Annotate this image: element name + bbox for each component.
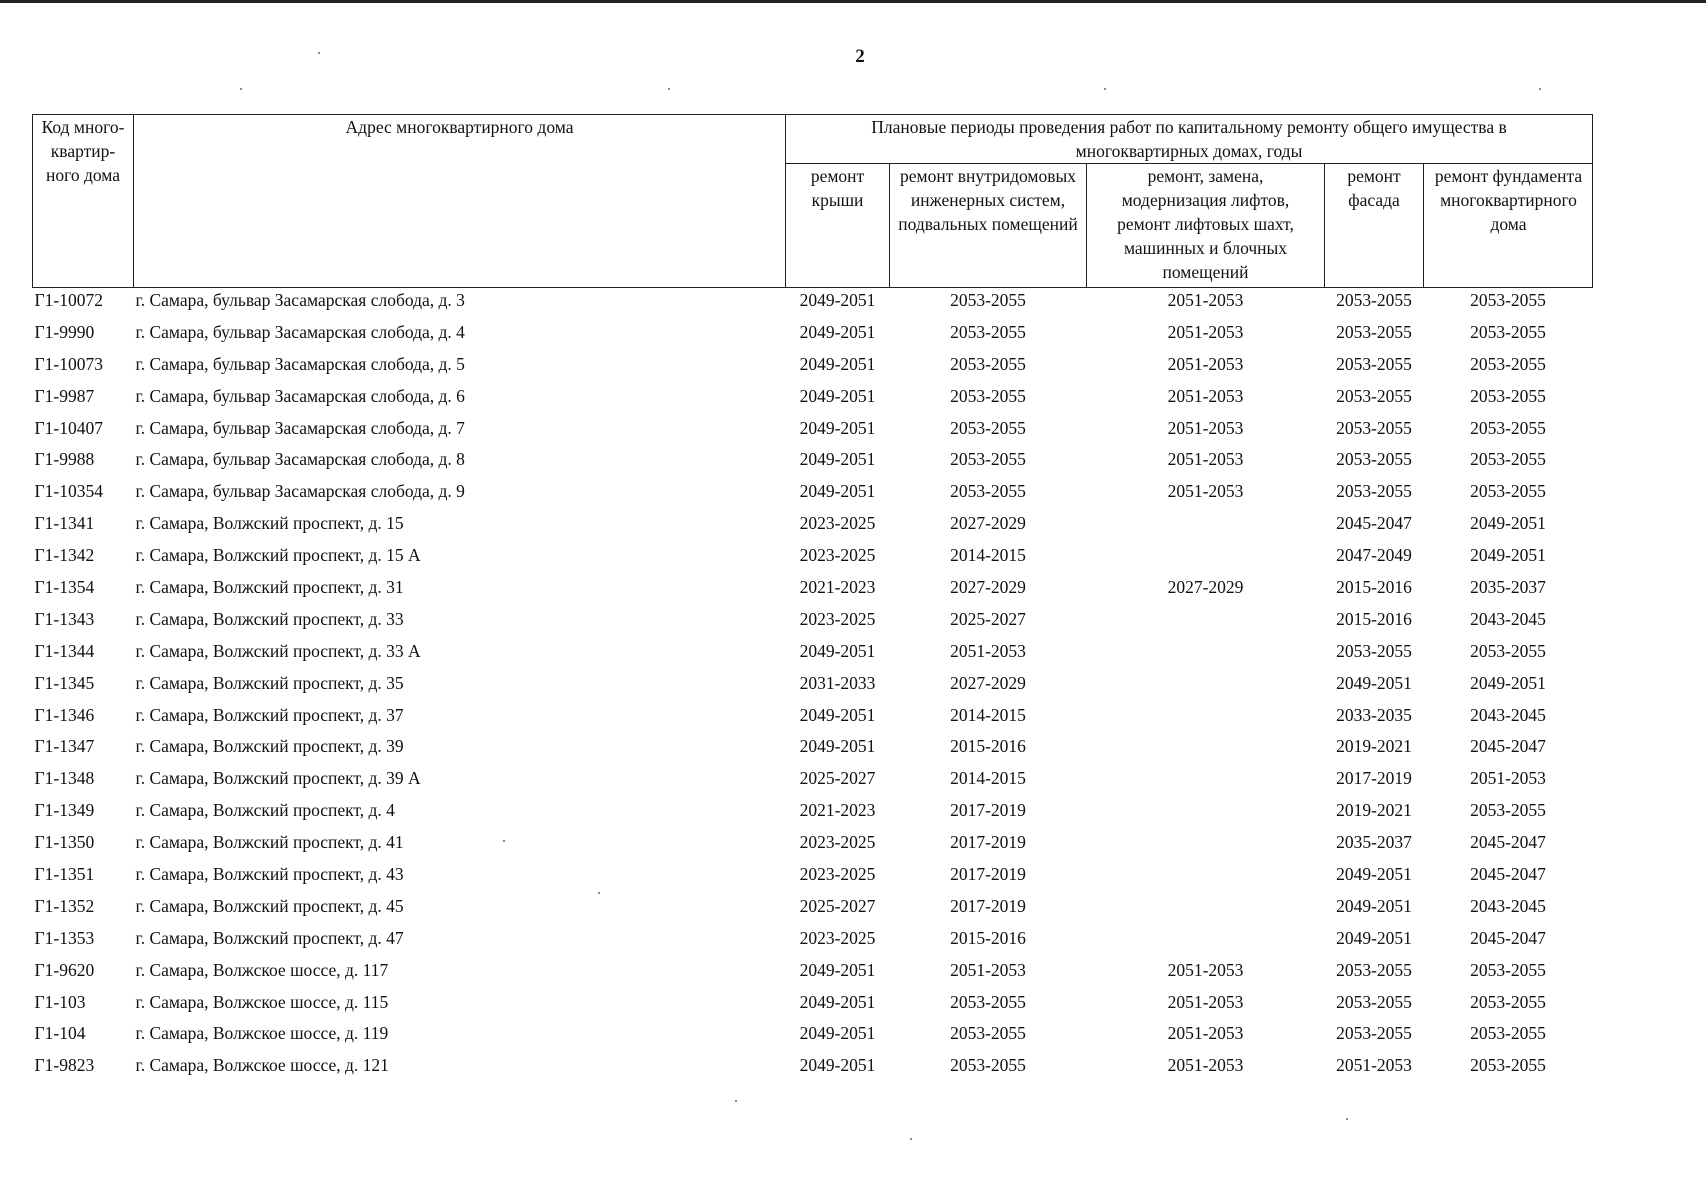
row-facade: 2053-2055 (1336, 353, 1412, 374)
row-code: Г1-104 (34, 1023, 86, 1044)
row-address: г. Самара, Волжский проспект, д. 15 А (135, 545, 421, 566)
row-code: Г1-1343 (34, 608, 95, 629)
row-code: Г1-1352 (34, 895, 95, 916)
row-lifts (1087, 798, 1325, 830)
table-row (33, 830, 1593, 862)
scan-speck (318, 52, 320, 54)
row-roof: 2023-2025 (799, 608, 876, 629)
row-roof: 2049-2051 (799, 736, 876, 757)
table-row (33, 703, 1593, 735)
row-facade: 2047-2049 (1336, 545, 1412, 566)
row-lifts: 2051-2053 (1167, 1023, 1244, 1044)
row-engineering: 2027-2029 (950, 577, 1026, 598)
row-code: Г1-10073 (34, 353, 103, 374)
row-facade: 2049-2051 (1336, 864, 1412, 885)
table-header (33, 115, 1593, 288)
row-foundation: 2053-2055 (1470, 640, 1546, 661)
row-lifts (1087, 703, 1325, 735)
row-code: Г1-9990 (34, 321, 95, 342)
row-lifts: 2051-2053 (1167, 290, 1244, 310)
row-roof: 2023-2025 (799, 513, 876, 534)
table-row (33, 990, 1593, 1022)
row-lifts: 2051-2053 (1167, 481, 1244, 502)
row-foundation: 2045-2047 (1470, 832, 1546, 853)
row-roof: 2049-2051 (799, 385, 876, 406)
row-lifts (1087, 671, 1325, 703)
row-engineering: 2015-2016 (950, 736, 1026, 757)
row-foundation: 2043-2045 (1470, 895, 1546, 916)
row-facade: 2049-2051 (1336, 927, 1412, 948)
row-roof: 2049-2051 (799, 417, 876, 438)
table-row (33, 766, 1593, 798)
table-row (33, 575, 1593, 607)
row-foundation: 2053-2055 (1470, 481, 1546, 502)
header-engineering: ремонт внутридомовых инженерных систем, подвальных помещений (890, 164, 1087, 288)
header-planned-periods: Плановые периоды проведения работ по капитальному ремонту общего имущества в многоквартирных домах, годы (786, 115, 1593, 164)
row-address: г. Самара, Волжский проспект, д. 15 (135, 513, 404, 534)
row-lifts: 2051-2053 (1167, 321, 1244, 342)
scan-speck (1346, 1118, 1348, 1120)
row-facade: 2017-2019 (1336, 768, 1412, 789)
row-roof: 2023-2025 (799, 832, 876, 853)
row-address: г. Самара, бульвар Засамарская слобода, д. 9 (135, 481, 465, 502)
row-lifts: 2051-2053 (1167, 959, 1244, 980)
row-engineering: 2017-2019 (950, 895, 1026, 916)
row-roof: 2049-2051 (799, 991, 876, 1012)
row-lifts: 2051-2053 (1167, 385, 1244, 406)
row-code: Г1-1344 (34, 640, 95, 661)
row-address: г. Самара, Волжское шоссе, д. 121 (135, 1055, 389, 1076)
table-row (33, 1053, 1593, 1085)
row-code: Г1-1346 (34, 704, 95, 725)
row-facade: 2019-2021 (1336, 736, 1412, 757)
table-row (33, 958, 1593, 990)
row-engineering: 2053-2055 (950, 1055, 1026, 1076)
row-address: г. Самара, Волжский проспект, д. 33 А (135, 640, 421, 661)
row-roof: 2049-2051 (799, 1055, 876, 1076)
table-row (33, 543, 1593, 575)
row-foundation: 2049-2051 (1470, 545, 1546, 566)
row-lifts: 2051-2053 (1167, 991, 1244, 1012)
row-foundation: 2053-2055 (1470, 321, 1546, 342)
header-roof: ремонт крыши (786, 164, 890, 288)
row-engineering: 2014-2015 (950, 704, 1026, 725)
row-code: Г1-10354 (34, 481, 103, 502)
row-lifts (1087, 766, 1325, 798)
row-roof: 2049-2051 (799, 1023, 876, 1044)
row-address: г. Самара, Волжский проспект, д. 37 (135, 704, 404, 725)
row-engineering: 2053-2055 (950, 385, 1026, 406)
row-address: г. Самара, бульвар Засамарская слобода, д. 4 (135, 321, 465, 342)
row-roof: 2049-2051 (799, 321, 876, 342)
row-lifts: 2051-2053 (1167, 353, 1244, 374)
row-code: Г1-1353 (34, 927, 95, 948)
row-engineering: 2014-2015 (950, 768, 1026, 789)
row-engineering: 2053-2055 (950, 481, 1026, 502)
row-roof: 2021-2023 (799, 800, 876, 821)
row-code: Г1-9620 (34, 959, 95, 980)
row-facade: 2049-2051 (1336, 672, 1412, 693)
row-roof: 2023-2025 (799, 864, 876, 885)
table-row (33, 447, 1593, 479)
row-engineering: 2053-2055 (950, 290, 1026, 310)
row-address: г. Самара, Волжское шоссе, д. 119 (135, 1023, 389, 1044)
row-foundation: 2053-2055 (1470, 1023, 1546, 1044)
row-foundation: 2053-2055 (1470, 959, 1546, 980)
row-foundation: 2053-2055 (1470, 449, 1546, 470)
row-lifts (1087, 862, 1325, 894)
row-engineering: 2053-2055 (950, 417, 1026, 438)
row-code: Г1-9987 (34, 385, 95, 406)
row-roof: 2049-2051 (799, 704, 876, 725)
row-address: г. Самара, бульвар Засамарская слобода, д. 7 (135, 417, 465, 438)
row-code: Г1-1341 (34, 513, 95, 534)
row-foundation: 2049-2051 (1470, 672, 1546, 693)
row-address: г. Самара, Волжский проспект, д. 41 (135, 832, 404, 853)
row-address: г. Самара, бульвар Засамарская слобода, д. 6 (135, 385, 465, 406)
row-facade: 2053-2055 (1336, 481, 1412, 502)
row-roof: 2049-2051 (799, 481, 876, 502)
row-roof: 2023-2025 (799, 545, 876, 566)
row-address: г. Самара, бульвар Засамарская слобода, д. 5 (135, 353, 465, 374)
row-roof: 2025-2027 (799, 895, 876, 916)
scan-speck (1104, 88, 1106, 90)
row-address: г. Самара, бульвар Засамарская слобода, д. 3 (135, 290, 465, 310)
table-row (33, 926, 1593, 958)
table-row (33, 479, 1593, 511)
row-facade: 2053-2055 (1336, 417, 1412, 438)
row-facade: 2053-2055 (1336, 640, 1412, 661)
row-lifts (1087, 511, 1325, 543)
row-code: Г1-1342 (34, 545, 95, 566)
row-address: г. Самара, Волжское шоссе, д. 115 (135, 991, 389, 1012)
row-engineering: 2027-2029 (950, 513, 1026, 534)
row-foundation: 2053-2055 (1470, 417, 1546, 438)
row-facade: 2053-2055 (1336, 991, 1412, 1012)
row-lifts (1087, 926, 1325, 958)
row-engineering: 2053-2055 (950, 991, 1026, 1012)
row-foundation: 2045-2047 (1470, 927, 1546, 948)
scan-speck (910, 1138, 912, 1140)
table-row (33, 352, 1593, 384)
row-facade: 2053-2055 (1336, 959, 1412, 980)
table-row (33, 607, 1593, 639)
row-engineering: 2017-2019 (950, 832, 1026, 853)
repair-schedule-table (32, 114, 1593, 1085)
row-foundation: 2051-2053 (1470, 768, 1546, 789)
row-roof: 2049-2051 (799, 449, 876, 470)
table-row (33, 416, 1593, 448)
scan-speck (735, 1100, 737, 1102)
row-facade: 2015-2016 (1336, 577, 1412, 598)
row-code: Г1-9823 (34, 1055, 95, 1076)
header-facade: ремонт фасада (1325, 164, 1424, 288)
table-row (33, 734, 1593, 766)
scan-speck (598, 892, 600, 894)
row-facade: 2045-2047 (1336, 513, 1412, 534)
row-roof: 2031-2033 (799, 672, 876, 693)
row-address: г. Самара, Волжский проспект, д. 31 (135, 577, 404, 598)
header-address: Адрес многоквартирного дома (134, 115, 786, 288)
table-row (33, 862, 1593, 894)
row-engineering: 2051-2053 (950, 959, 1026, 980)
table-row (33, 798, 1593, 830)
table-row (33, 1021, 1593, 1053)
row-facade: 2053-2055 (1336, 449, 1412, 470)
row-foundation: 2045-2047 (1470, 864, 1546, 885)
row-engineering: 2027-2029 (950, 672, 1026, 693)
row-code: Г1-1350 (34, 832, 95, 853)
row-address: г. Самара, Волжский проспект, д. 33 (135, 608, 404, 629)
row-address: г. Самара, Волжский проспект, д. 4 (135, 800, 395, 821)
row-address: г. Самара, Волжский проспект, д. 43 (135, 864, 404, 885)
scan-speck (503, 840, 505, 842)
table-row (33, 894, 1593, 926)
row-engineering: 2015-2016 (950, 927, 1026, 948)
scan-speck (240, 88, 242, 90)
row-lifts: 2051-2053 (1167, 417, 1244, 438)
table-row (33, 320, 1593, 352)
row-lifts (1087, 830, 1325, 862)
row-foundation: 2049-2051 (1470, 513, 1546, 534)
row-roof: 2023-2025 (799, 927, 876, 948)
row-roof: 2049-2051 (799, 353, 876, 374)
row-engineering: 2053-2055 (950, 321, 1026, 342)
row-foundation: 2053-2055 (1470, 991, 1546, 1012)
row-foundation: 2043-2045 (1470, 608, 1546, 629)
page-number: 2 (855, 46, 865, 67)
row-lifts (1087, 894, 1325, 926)
row-roof: 2049-2051 (799, 959, 876, 980)
row-address: г. Самара, бульвар Засамарская слобода, д. 8 (135, 449, 465, 470)
row-code: Г1-1354 (34, 577, 95, 598)
table-row (33, 288, 1593, 320)
row-engineering: 2017-2019 (950, 864, 1026, 885)
row-roof: 2021-2023 (799, 577, 876, 598)
row-engineering: 2051-2053 (950, 640, 1026, 661)
row-foundation: 2045-2047 (1470, 736, 1546, 757)
row-roof: 2049-2051 (799, 290, 876, 310)
row-foundation: 2053-2055 (1470, 385, 1546, 406)
row-foundation: 2053-2055 (1470, 353, 1546, 374)
row-facade: 2033-2035 (1336, 704, 1412, 725)
table-row (33, 384, 1593, 416)
row-engineering: 2053-2055 (950, 353, 1026, 374)
table-row (33, 511, 1593, 543)
row-address: г. Самара, Волжский проспект, д. 39 (135, 736, 404, 757)
header-foundation: ремонт фундамента многоквартирного дома (1424, 164, 1593, 288)
row-address: г. Самара, Волжское шоссе, д. 117 (135, 959, 389, 980)
row-lifts (1087, 543, 1325, 575)
row-lifts (1087, 639, 1325, 671)
table-row (33, 639, 1593, 671)
table-row (33, 671, 1593, 703)
row-engineering: 2053-2055 (950, 449, 1026, 470)
row-facade: 2019-2021 (1336, 800, 1412, 821)
row-facade: 2049-2051 (1336, 895, 1412, 916)
row-lifts (1087, 607, 1325, 639)
row-code: Г1-1351 (34, 864, 95, 885)
row-code: Г1-10407 (34, 417, 103, 438)
row-facade: 2053-2055 (1336, 385, 1412, 406)
row-foundation: 2035-2037 (1470, 577, 1546, 598)
row-foundation: 2053-2055 (1470, 1055, 1546, 1076)
table-body (33, 288, 1593, 1086)
row-address: г. Самара, Волжский проспект, д. 45 (135, 895, 404, 916)
row-foundation: 2053-2055 (1470, 290, 1546, 310)
scan-speck (668, 88, 670, 90)
row-code: Г1-1349 (34, 800, 95, 821)
row-facade: 2053-2055 (1336, 1023, 1412, 1044)
row-facade: 2035-2037 (1336, 832, 1412, 853)
row-code: Г1-1348 (34, 768, 95, 789)
row-code: Г1-10072 (34, 290, 103, 310)
row-address: г. Самара, Волжский проспект, д. 39 А (135, 768, 421, 789)
row-code: Г1-1347 (34, 736, 95, 757)
row-engineering: 2053-2055 (950, 1023, 1026, 1044)
row-address: г. Самара, Волжский проспект, д. 35 (135, 672, 404, 693)
row-roof: 2049-2051 (799, 640, 876, 661)
row-foundation: 2053-2055 (1470, 800, 1546, 821)
row-engineering: 2014-2015 (950, 545, 1026, 566)
row-facade: 2053-2055 (1336, 290, 1412, 310)
row-lifts (1087, 734, 1325, 766)
header-code: Код много-квартир-ного дома (33, 115, 134, 288)
row-code: Г1-9988 (34, 449, 95, 470)
row-code: Г1-103 (34, 991, 86, 1012)
row-lifts: 2027-2029 (1167, 577, 1244, 598)
row-engineering: 2017-2019 (950, 800, 1026, 821)
scan-speck (1539, 88, 1541, 90)
header-lifts: ремонт, замена, модернизация лифтов, ремонт лифтовых шахт, машинных и блочных помещений (1087, 164, 1325, 288)
row-lifts: 2051-2053 (1167, 449, 1244, 470)
row-facade: 2051-2053 (1336, 1055, 1412, 1076)
row-engineering: 2025-2027 (950, 608, 1026, 629)
top-border-line (0, 0, 1706, 3)
row-foundation: 2043-2045 (1470, 704, 1546, 725)
row-lifts: 2051-2053 (1167, 1055, 1244, 1076)
row-roof: 2025-2027 (799, 768, 876, 789)
row-code: Г1-1345 (34, 672, 95, 693)
row-facade: 2053-2055 (1336, 321, 1412, 342)
row-address: г. Самара, Волжский проспект, д. 47 (135, 927, 404, 948)
row-facade: 2015-2016 (1336, 608, 1412, 629)
